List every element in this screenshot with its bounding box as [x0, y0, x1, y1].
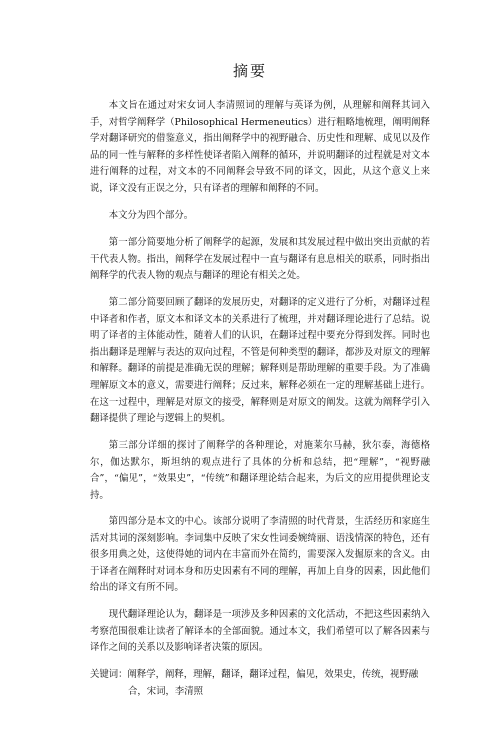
abstract-paragraph-part-one: 第一部分简要地分析了阐释学的起源，发展和其发展过程中做出突出贡献的若干代表人物。指出，阐释学在发展过程中一直与翻译有息息相关的联系，同时指出阐释学的代表人物的观点与翻译的理论有相关之处。 — [90, 237, 430, 282]
abstract-paragraph-conclusion: 现代翻译理论认为，翻译是一项涉及多种因素的文化活动，不把这些因素纳入考察范围很难让读者了解译本的全部面貌。通过本文，我们希望可以了解各因素与译作之间的关系以及影响译者决策的原因。 — [90, 609, 430, 654]
abstract-paragraph-intro: 本文旨在通过对宋女词人李清照词的理解与英译为例，从理解和阐释其词入手，对哲学阐释学（Philosophical Hermeneutics）进行粗略地梳理，阐明阐释学对翻译研究的借鉴意义，指出阐释学中的视野融合、历史性和理解、成见以及作品的同一性与解释的多样性使译者陷入阐释的循环，并说明翻译的过程就是对文本进行阐释的过程，对文本的不同阐释会导致不同的译文，因此，从这个意义上来说，译文没有正误之分，只有译者的理解和阐释的不同。 — [90, 100, 430, 194]
page-title: 摘要 — [232, 62, 267, 80]
abstract-paragraph-part-two: 第二部分简要回顾了翻译的发展历史，对翻译的定义进行了分析，对翻译过程中译者和作者，原文本和译文本的关系进行了梳理，并对翻译理论进行了总结。说明了译者的主体能动性，随着人们的认识，在翻译过程中要充分得到发挥。同时也指出翻译是理解与表达的双向过程，不管是何种类型的翻译，都涉及对原文的理解和解释。翻译的前提是准确无误的理解；解释则是帮助理解的重要手段。为了准确理解原文本的意义，需要进行阐释；反过来，解释必须在一定的理解基础上进行。在这一过程中，理解是对原文的接受，解释则是对原文的阐发。这就为阐释学引入翻译提供了理论与逻辑上的契机。 — [90, 297, 430, 425]
abstract-paragraph-structure: 本文分为四个部分。 — [108, 210, 194, 221]
abstract-paragraph-part-four: 第四部分是本文的中心。该部分说明了李清照的时代背景，生活经历和家庭生活对其词的深刻影响。李词集中反映了宋女性词委婉绮丽、语浅情深的特色，还有很多用典之处，这使得她的词内在丰富而外在简约，需要深入发掘原来的含义。由于译者在阐释时对词本身和历史因素有不同的理解，再加上自身的因素，因此他们给出的译文有所不同。 — [90, 516, 430, 594]
keywords-line: 关键词：阐释学，阐释，理解，翻译，翻译过程，偏见，效果史，传统，视野融合，宋词，李清照 — [90, 669, 419, 697]
abstract-paragraph-part-three: 第三部分详细的探讨了阐释学的各种理论，对施莱尔马赫，狄尔泰，海德格尔，伽达默尔，斯坦纳的观点进行了具体的分析和总结，把“理解”，“视野融合”，“偏见”，“效果史”，“传统”和翻译理论结合起来，为后文的应用提供理论支持。 — [90, 440, 430, 501]
